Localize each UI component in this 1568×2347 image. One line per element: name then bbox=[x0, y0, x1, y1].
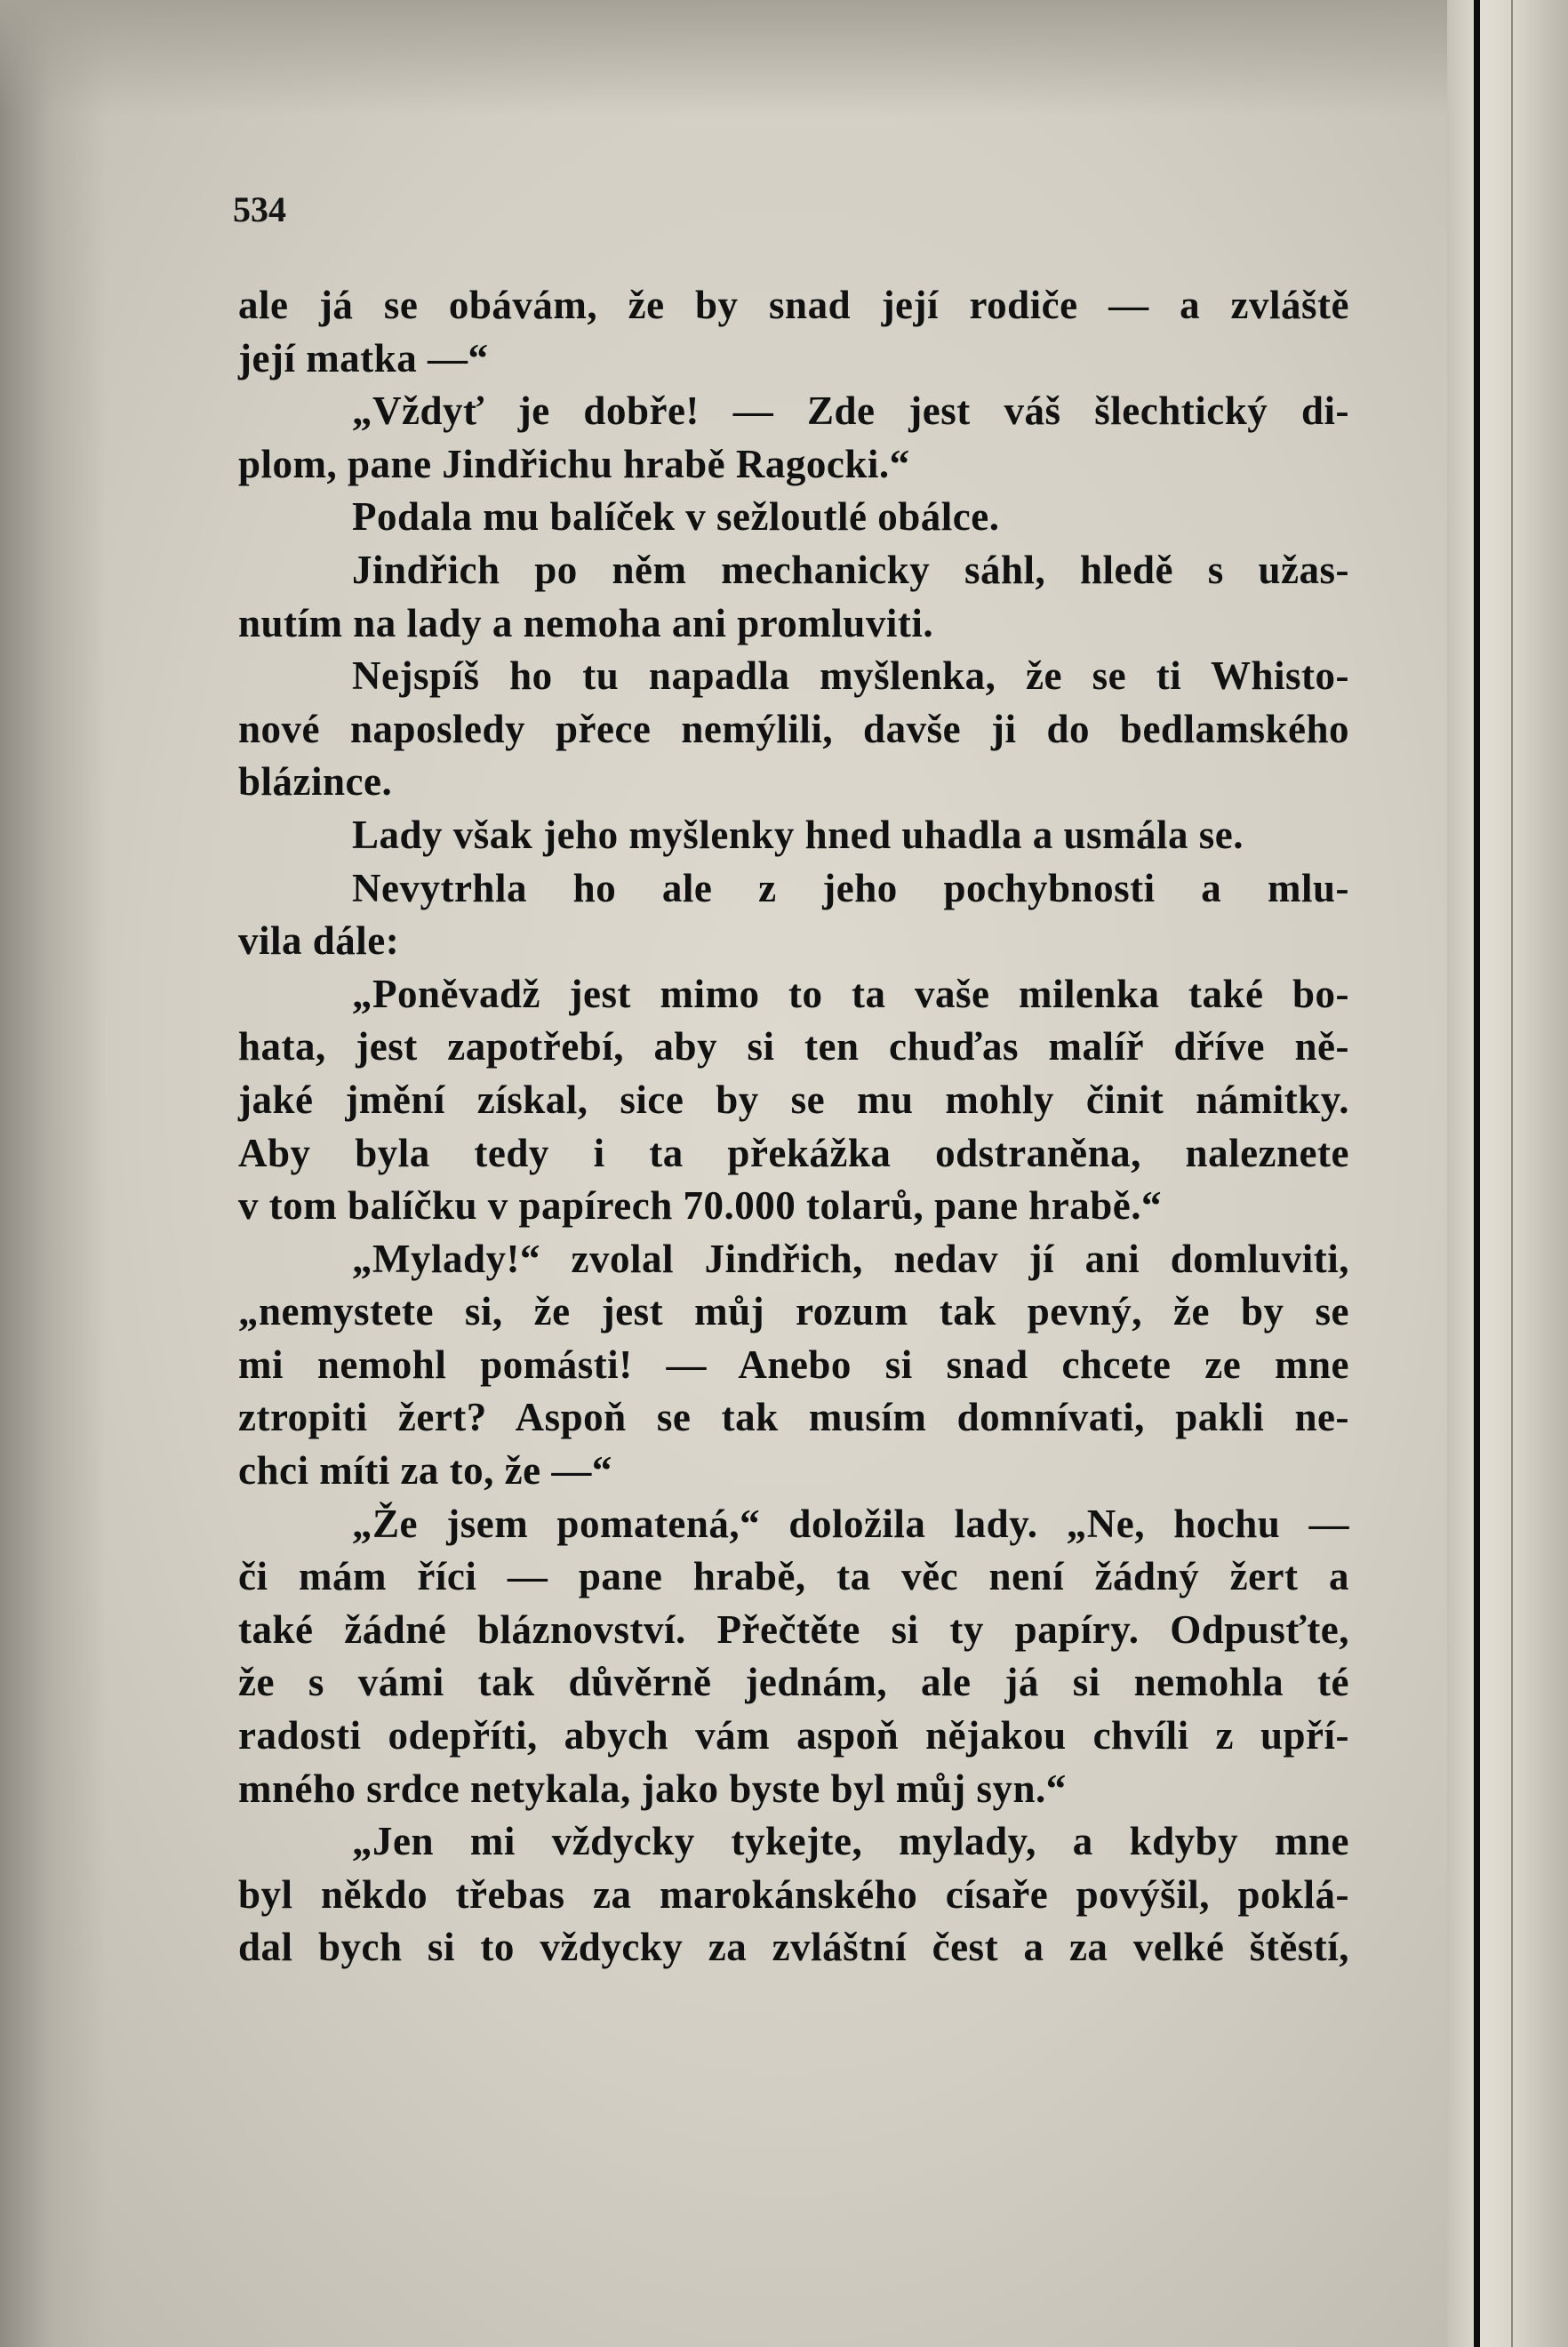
text-line: Aby byla tedy i ta překážka odstraněna, naleznete bbox=[238, 1130, 1349, 1175]
text-line: radosti odepříti, abych vám aspoň nějakou chvíli z upří- bbox=[238, 1713, 1349, 1758]
text-line: nutím na lady a nemoha ani promluviti. bbox=[238, 600, 934, 645]
text-line: mného srdce netykala, jako byste byl můj syn.“ bbox=[238, 1766, 1067, 1811]
text-line: její matka —“ bbox=[238, 335, 489, 380]
text-line: jaké jmění získal, sice by se mu mohly činit námitky. bbox=[238, 1077, 1349, 1122]
text-line: Nevytrhla ho ale z jeho pochybnosti a mlu- bbox=[352, 865, 1349, 910]
text-line: dal bych si to vždycky za zvláštní čest a za velké štěstí, bbox=[238, 1925, 1349, 1970]
text-line: blázince. bbox=[238, 759, 393, 805]
page-number: 534 bbox=[233, 189, 286, 229]
gutter-edge-line bbox=[1474, 0, 1480, 2347]
text-line: Podala mu balíček v sežloutlé obálce. bbox=[352, 494, 1000, 540]
text-line: plom, pane Jindřichu hrabě Ragocki.“ bbox=[238, 441, 910, 486]
text-line: „nemystete si, že jest můj rozum tak pevný, že by se bbox=[238, 1289, 1349, 1334]
text-line: také žádné bláznovství. Přečtěte si ty papíry. Odpusťte, bbox=[238, 1606, 1349, 1652]
text-line: byl někdo třebas za marokánského císaře povýšil, poklá- bbox=[238, 1871, 1349, 1917]
text-line: Jindřich po něm mechanicky sáhl, hledě s užas- bbox=[352, 547, 1349, 592]
text-line: „Poněvadž jest mimo to ta vaše milenka také bo- bbox=[352, 971, 1349, 1016]
text-line: či mám říci — pane hrabě, ta věc není žádný žert a bbox=[238, 1554, 1349, 1599]
text-line: ztropiti žert? Aspoň se tak musím domnívati, pakli ne- bbox=[238, 1395, 1349, 1440]
text-line: „Jen mi vždycky tykejte, mylady, a kdyby mne bbox=[352, 1819, 1349, 1864]
text-line: mi nemohl pomásti! — Anebo si snad chcete ze mne bbox=[238, 1342, 1349, 1387]
text-line: hata, jest zapotřebí, aby si ten chuďas malíř dříve ně- bbox=[238, 1024, 1349, 1069]
book-gutter bbox=[1447, 0, 1568, 2347]
text-line: v tom balíčku v papírech 70.000 tolarů, pane hrabě.“ bbox=[238, 1183, 1162, 1229]
text-line: „Že jsem pomatená,“ doložila lady. „Ne, hochu — bbox=[352, 1501, 1349, 1546]
text-line: „Mylady!“ zvolal Jindřich, nedav jí ani domluviti, bbox=[352, 1236, 1349, 1281]
text-line: nové naposledy přece nemýlili, davše ji do bedlamského bbox=[238, 706, 1349, 751]
text-line: „Vždyť je dobře! — Zde jest váš šlechtický di- bbox=[352, 388, 1349, 434]
text-line: Nejspíš ho tu napadla myšlenka, že se ti Whisto- bbox=[352, 653, 1349, 699]
text-line: vila dále: bbox=[238, 918, 400, 964]
page-edge-shadow-left bbox=[0, 0, 107, 2347]
gutter-edge-line-thin bbox=[1511, 0, 1513, 2347]
text-line: ale já se obávám, že by snad její rodiče — a zvláště bbox=[238, 283, 1349, 327]
page-edge-shadow-top bbox=[0, 0, 1568, 116]
text-line: Lady však jeho myšlenky hned uhadla a usmála se. bbox=[352, 812, 1244, 857]
text-line: že s vámi tak důvěrně jednám, ale já si nemohla té bbox=[238, 1660, 1349, 1705]
page-body-text bbox=[238, 279, 1349, 1975]
text-line: chci míti za to, že —“ bbox=[238, 1448, 612, 1494]
